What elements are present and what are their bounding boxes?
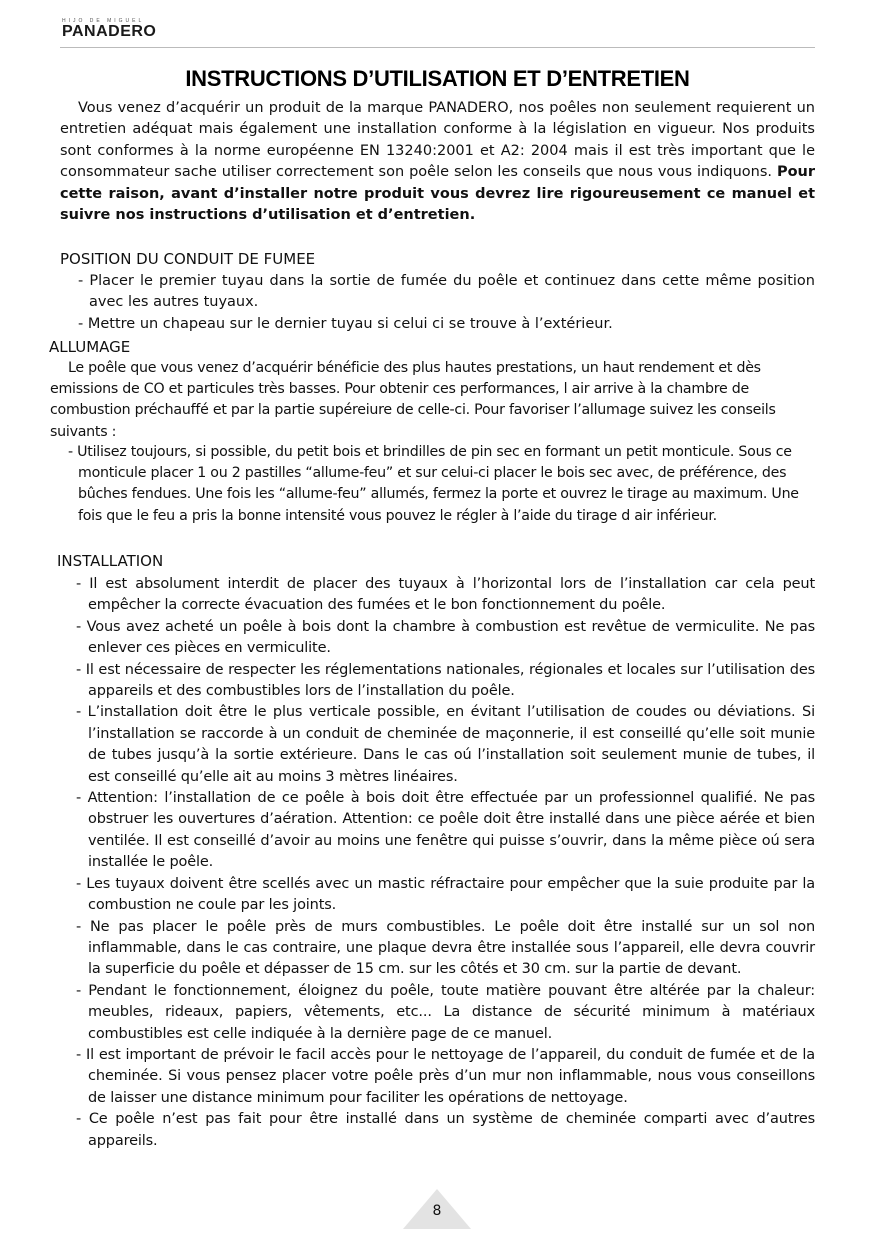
installation-list-item: - Ce poêle n’est pas fait pour être installé dans un système de cheminée comparti avec d’autres appareils. [76,1111,815,1149]
installation-list-item: - Il est absolument interdit de placer des tuyaux à l’horizontal lors de l’installation car cela peut empêcher la correcte évacuation des fumées et le bon fonctionnement du poêle. [76,576,815,614]
position-list-item: - Mettre un chapeau sur le dernier tuyau si celui ci se trouve à l’extérieur. [78,316,613,333]
installation-list-item: - Pendant le fonctionnement, éloignez du poêle, toute matière pouvant être altérée par la chaleur: meubles, rideaux, papiers, vêtements, etc... La distance de sécurité minimum à matériaux combustibles est celle indiquée à la dernière page de ce manuel. [76,982,815,1042]
allumage-paragraph: Le poêle que vous venez d’acquérir bénéficie des plus hautes prestations, un haut rendement et dès emissions de CO et particules très basses. Pour obtenir ces performances, l air arrive à la chambre de combustion préchauffé et par la partie supéreiure de celle-ci. Pour favoriser l’allumage suivez les conseils suivants : [50,360,776,440]
page-title: INSTRUCTIONS D’UTILISATION ET D’ENTRETIEN [185,66,690,91]
installation-list-item: - Vous avez acheté un poêle à bois dont la chambre à combustion est revêtue de vermiculite. Ne pas enlever ces pièces en vermiculite. [76,618,815,657]
installation-list-item: - L’installation doit être le plus verticale possible, en évitant l’utilisation de coudes ou déviations. Si l’installation se raccorde à un conduit de cheminée de maçonnerie, il est conseillé qu’elle soit munie de tubes jusqu’à la sortie extérieure. Dans le cas oú l’installation soit seulement munie de tubes, il est conseillé qu’elle ait au moins 3 mètres linéaires. [76,704,815,785]
intro-paragraph [60,98,815,226]
brand-logo [62,18,156,40]
logo-wordmark: PANADERO [62,23,157,40]
installation-list-item: - Ne pas placer le poêle près de murs combustibles. Le poêle doit être installé sur un sol non inflammable, dans le cas contraire, une plaque devra être installée sous l’appareil, elle devra couvrir la superficie du poêle et dépasser de 15 cm. sur les côtés et 30 cm. sur la partie de devant. [76,918,815,978]
installation-list-item: - Les tuyaux doivent être scellés avec un mastic réfractaire pour empêcher que la suie produite par la combustion ne coule par les joints. [76,875,815,914]
page-number: 8 [432,1203,442,1219]
header-divider [60,47,815,48]
installation-list-item: - Il est nécessaire de respecter les réglementations nationales, régionales et locales sur l’utilisation des appareils et des combustibles lors de l’installation du poêle. [76,661,815,700]
installation-list-item: - Attention: l’installation de ce poêle à bois doit être effectuée par un professionnel qualifié. Ne pas obstruer les ouvertures d’aération. Attention: ce poêle doit être installé dans une pièce aérée et bien ventilée. Il est conseillé d’avoir au moins une fenêtre qui puisse s’ouvrir, dans la même pièce oú sera installée le poêle. [76,790,815,871]
installation-list [76,574,815,1152]
position-list [76,271,815,336]
installation-list-item: - Il est important de prévoir le facil accès pour le nettoyage de l’appareil, du conduit de fumée et de la cheminée. Si vous pensez placer votre poêle près d’un mur non inflammable, nous vous conseillons de laisser une distance minimum pour faciliter les opérations de nettoyage. [76,1046,815,1106]
section-heading-installation: INSTALLATION [57,552,164,570]
section-heading-allumage: ALLUMAGE [49,338,131,356]
section-heading-position: POSITION DU CONDUIT DE FUMEE [60,250,316,268]
logo-tagline: HIJO DE MIGUEL [62,18,145,24]
intro-text: Vous venez d’acquérir un produit de la marque PANADERO, nos poêles non seulement requierent un entretien adéquat mais également une installation conforme à la législation en vigueur. Nos produits sont conformes à la norme européenne EN 13240:2001 et A2: 2004 mais il est très important que le consommateur sache utiliser correctement son poêle selon les conseils que nous vous indiquons. [60,100,815,181]
position-list-item: - Placer le premier tuyau dans la sortie de fumée du poêle et continuez dans cette même position avec les autres tuyaux. [78,273,815,311]
allumage-list-item: - Utilisez toujours, si possible, du petit bois et brindilles de pin sec en formant un petit monticule. Sous ce monticule placer 1 ou 2 pastilles “allume-feu” et sur celui-ci placer le bois sec avec, de préférence, des bûches fendues. Une fois les “allume-feu” allumés, fermez la porte et ouvrez le tirage au maximum. Une fois que le feu a pris la bonne intensité vous pouvez le régler à l’aide du tirage d air inférieur. [68,444,799,524]
intro-bold-warning: Pour cette raison, avant d’installer notre produit vous devrez lire rigoureusement ce manuel et suivre nos instructions d’utilisation et d’entretien. [60,164,815,224]
